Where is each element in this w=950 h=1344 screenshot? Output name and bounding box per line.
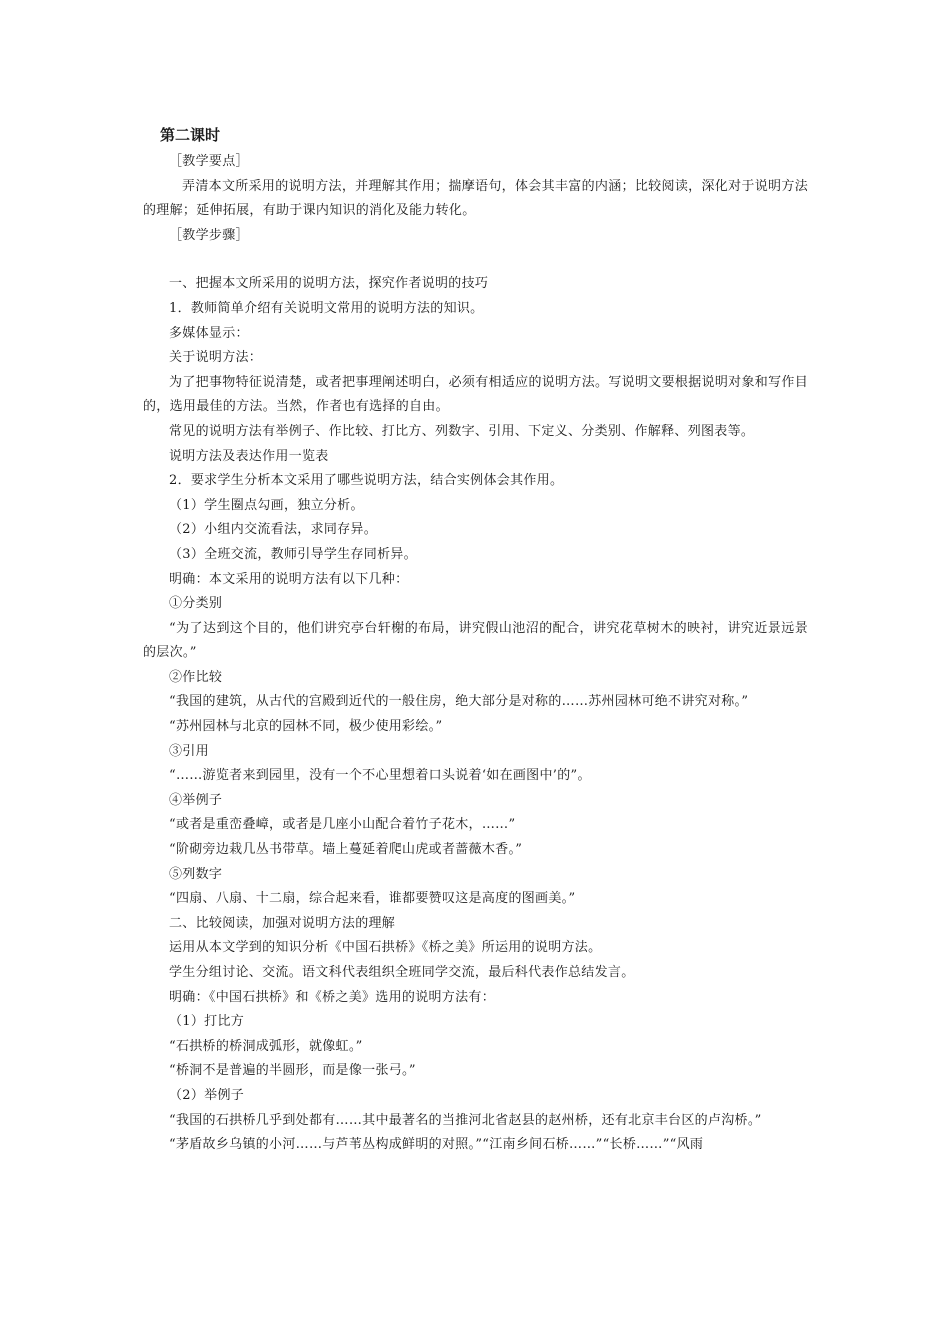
paragraph: “茅盾故乡乌镇的小河……与芦苇丛构成鲜明的对照。”“江南乡间石桥……”“长桥……”“风雨 (169, 1137, 704, 1153)
paragraph: ［教学要点］ (169, 154, 249, 169)
paragraph: “……游览者来到园里，没有一个不心里想着口头说着‘如在画图中’的”。 (169, 768, 591, 784)
paragraph: 运用从本文学到的知识分析《中国石拱桥》《桥之美》所运用的说明方法。 (169, 940, 602, 956)
paragraph: “四扇、八扇、十二扇，综合起来看，谁都要赞叹这是高度的图画美。” (169, 891, 576, 907)
paragraph: （1）学生圈点勾画，独立分析。 (169, 497, 364, 513)
paragraph: ④举例子 (169, 792, 223, 808)
paragraph: ①分类别 (169, 596, 223, 612)
paragraph: 说明方法及表达作用一览表 (169, 448, 329, 464)
paragraph: 明确：本文采用的说明方法有以下几种： (169, 571, 409, 587)
paragraph: “桥洞不是普遍的半圆形，而是像一张弓。” (169, 1063, 416, 1079)
paragraph-list (143, 150, 808, 1158)
paragraph: ⑤列数字 (169, 866, 223, 882)
paragraph: 学生分组讨论、交流。语文科代表组织全班同学交流，最后科代表作总结发言。 (169, 965, 635, 980)
paragraph: 弄清本文所采用的说明方法，并理解其作用；揣摩语句，体会其丰富的内涵；比较阅读，深化对于说明方法的理解；延伸拓展，有助于课内知识的消化及能力转化。 (143, 178, 808, 219)
paragraph: “阶砌旁边栽几丛书带草。墙上蔓延着爬山虎或者蔷薇木香。” (169, 842, 523, 858)
paragraph: “石拱桥的桥洞成弧形，就像虹。” (169, 1038, 363, 1054)
paragraph: 多媒体显示： (169, 325, 249, 341)
paragraph: 为了把事物特征说清楚，或者把事理阐述明白，必须有相适应的说明方法。写说明文要根据说明对象和写作目的，选用最佳的方法。当然，作者也有选择的自由。 (143, 374, 808, 415)
paragraph: “苏州园林与北京的园林不同，极少使用彩绘。” (169, 719, 443, 735)
paragraph: “为了达到这个目的，他们讲究亭台轩榭的布局，讲究假山池沼的配合，讲究花草树木的映衬，讲究近景远景的层次。” (143, 620, 808, 661)
paragraph: ③引用 (169, 743, 209, 759)
paragraph: 1．教师简单介绍有关说明文常用的说明方法的知识。 (169, 300, 484, 316)
paragraph-spacer (143, 248, 808, 272)
paragraph: （1）打比方 (169, 1014, 245, 1030)
paragraph: “我国的石拱桥几乎到处都有……其中最著名的当推河北省赵县的赵州桥，还有北京丰台区的卢沟桥。” (169, 1112, 762, 1128)
paragraph: （2）举例子 (169, 1087, 245, 1103)
paragraph: 一、把握本文所采用的说明方法，探究作者说明的技巧 (169, 276, 489, 292)
paragraph: 明确：《中国石拱桥》和《桥之美》选用的说明方法有： (169, 989, 496, 1005)
document-body (143, 122, 808, 1158)
paragraph: 2．要求学生分析本文采用了哪些说明方法，结合实例体会其作用。 (169, 473, 564, 489)
paragraph: “我国的建筑，从古代的宫殿到近代的一般住房，绝大部分是对称的……苏州园林可绝不讲究对称。” (169, 694, 749, 710)
paragraph: 关于说明方法： (169, 350, 263, 366)
paragraph: ［教学步骤］ (169, 227, 249, 243)
paragraph: 二、比较阅读，加强对说明方法的理解 (169, 915, 396, 931)
paragraph: （2）小组内交流看法，求同存异。 (169, 522, 378, 538)
paragraph: 常见的说明方法有举例子、作比较、打比方、列数字、引用、下定义、分类别、作解释、列图表等。 (169, 423, 755, 439)
paragraph: ②作比较 (169, 669, 223, 685)
paragraph: “或者是重峦叠嶂，或者是几座小山配合着竹子花木，……” (169, 817, 516, 833)
paragraph: （3）全班交流，教师引导学生存同析异。 (169, 546, 417, 562)
page-title: 第二课时 (160, 126, 221, 144)
